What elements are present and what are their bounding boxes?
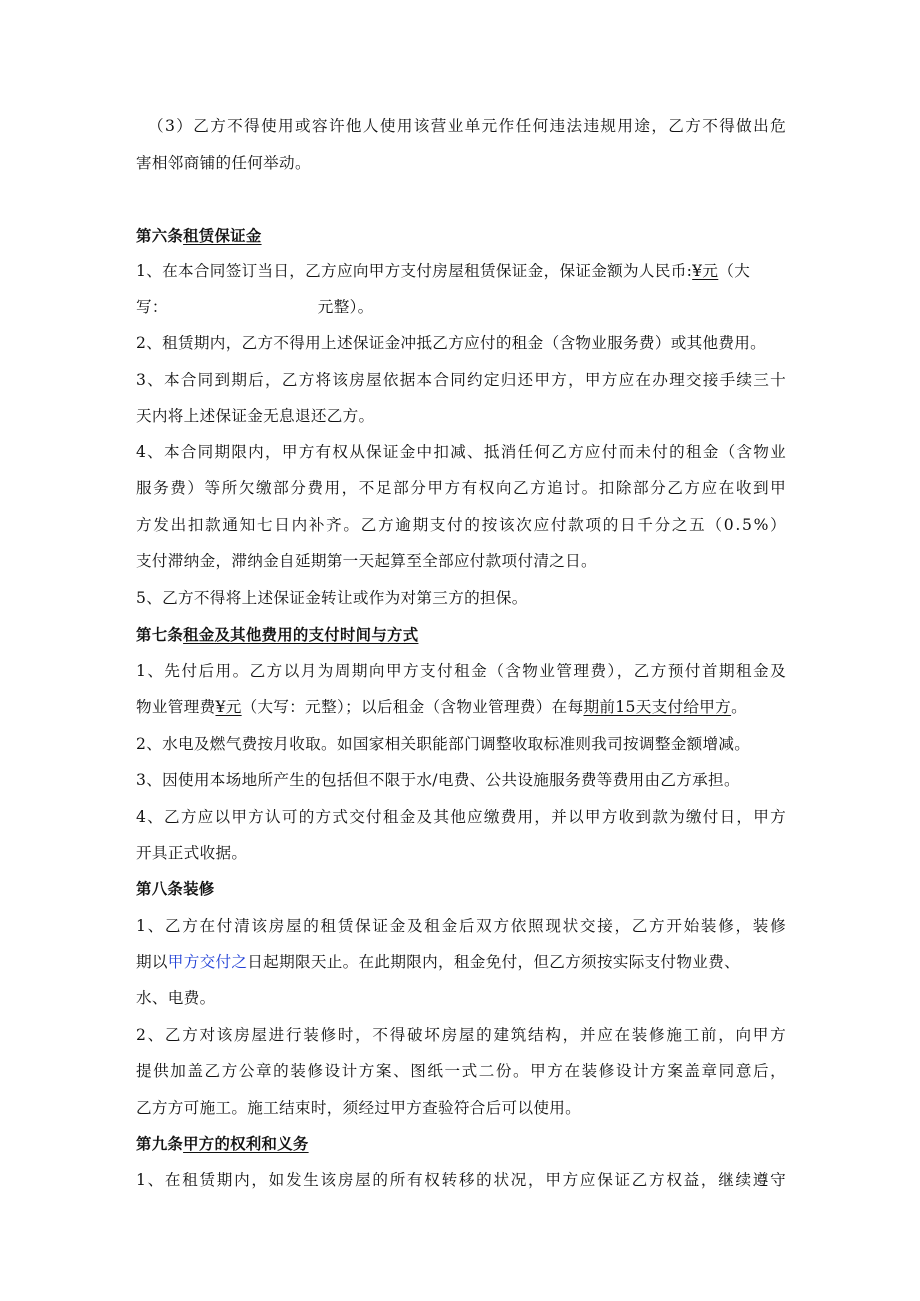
clause5-item3-line2: 害相邻商铺的任何举动。 bbox=[136, 154, 311, 172]
article9-heading-prefix: 第九条 bbox=[136, 1135, 184, 1153]
article7-item1-middle: （大写：元整）；以后租金（含物业管理费）在每 bbox=[241, 698, 584, 716]
article6-item5: 5、乙方不得将上述保证金转让或作为对第三方的担保。 bbox=[136, 589, 528, 607]
article8-item1-qiyi: 期以 bbox=[136, 953, 168, 971]
article9-heading bbox=[136, 1133, 309, 1155]
article9-item1-line1 bbox=[136, 1169, 786, 1191]
article7-heading-title: 租金及其他费用的支付时间与方式 bbox=[183, 626, 419, 644]
article7-item2: 2、水电及燃气费按月收取。如国家相关职能部门调整收取标准则我司按调整金额增减。 bbox=[136, 735, 751, 753]
article6-item4-line3 bbox=[136, 514, 786, 536]
article7-heading bbox=[136, 624, 418, 646]
article8-item1-text1: 1、乙方在付清该房屋的租赁保证金及租金后双方依照现状交接，乙方开始装修，装修 bbox=[136, 917, 788, 935]
article8-item2-line3: 乙方方可施工。施工结束时，须经过甲方查验符合后可以使用。 bbox=[136, 1099, 582, 1117]
article6-heading-title: 租赁保证金 bbox=[183, 227, 262, 245]
article8-item2-line1 bbox=[136, 1024, 786, 1046]
clause5-item3-text1: （3）乙方不得使用或容许他人使用该营业单元作任何违法违规用途，乙方不得做出危 bbox=[148, 117, 788, 135]
article6-item1-line2 bbox=[136, 296, 374, 318]
article8-item1-line3: 水、电费。 bbox=[136, 989, 216, 1007]
article7-item1-line1 bbox=[136, 660, 786, 682]
article6-item1-xie: 写： bbox=[136, 298, 168, 316]
article8-item2-text1: 2、乙方对该房屋进行装修时，不得破坏房屋的建筑结构，并应在装修施工前，向甲方 bbox=[136, 1026, 788, 1044]
article7-item1-text1: 1、先付后用。乙方以月为周期向甲方支付租金（含物业管理费），乙方预付首期租金及 bbox=[136, 662, 788, 680]
clause5-item3-line1 bbox=[148, 115, 786, 137]
article6-item1-amount: ¥元 bbox=[692, 262, 719, 280]
article8-item1-line1 bbox=[136, 915, 786, 937]
article6-item4-line2 bbox=[136, 477, 786, 499]
article6-heading bbox=[136, 225, 262, 247]
article6-item4-text2: 服务费）等所欠缴部分费用，不足部分甲方有权向乙方追讨。扣除部分乙方应在收到甲 bbox=[136, 479, 788, 497]
article7-item4-text1: 4、乙方应以甲方认可的方式交付租金及其他应缴费用，并以甲方收到款为缴付日，甲方 bbox=[136, 808, 787, 826]
article7-item1-end: 。 bbox=[731, 698, 747, 716]
article8-heading: 第八条装修 bbox=[136, 880, 215, 898]
article6-item3-line2: 天内将上述保证金无息退还乙方。 bbox=[136, 407, 375, 425]
article8-item2-line2 bbox=[136, 1060, 786, 1082]
article6-item1-daxie: （大 bbox=[718, 262, 751, 280]
article8-item2-text2: 提供加盖乙方公章的装修设计方案、图纸一式二份。甲方在装修设计方案盖章同意后， bbox=[136, 1062, 788, 1080]
article7-item1-due: 期前15天支付给甲方 bbox=[583, 698, 732, 716]
article7-item4-line1 bbox=[136, 806, 786, 828]
article9-heading-title: 甲方的权利和义务 bbox=[183, 1135, 309, 1153]
article6-item4-line1 bbox=[136, 441, 786, 463]
article7-item1-fee: 物业管理费 bbox=[136, 698, 216, 716]
article6-item2: 2、租赁期内，乙方不得用上述保证金冲抵乙方应付的租金（含物业服务费）或其他费用。 bbox=[136, 334, 767, 352]
article6-item4-text1: 4、本合同期限内，甲方有权从保证金中扣减、抵消任何乙方应付而未付的租金（含物业 bbox=[136, 443, 787, 461]
article6-heading-prefix: 第六条 bbox=[136, 227, 184, 245]
article7-item3: 3、因使用本场地所产生的包括但不限于水/电费、公共设施服务费等费用由乙方承担。 bbox=[136, 771, 740, 789]
article6-item3-line1 bbox=[136, 369, 786, 391]
article7-item4-line2: 开具正式收据。 bbox=[136, 844, 248, 862]
article8-item1-rest: 日起期限天止。在此期限内，租金免付，但乙方须按实际支付物业费、 bbox=[247, 953, 740, 971]
article8-item1-highlight: 甲方交付之 bbox=[167, 953, 248, 971]
article8-item1-line2 bbox=[136, 951, 740, 973]
article7-item1-line2 bbox=[136, 696, 747, 718]
article6-item4-text3: 方发出扣款通知七日内补齐。乙方逾期支付的按该次应付款项的日千分之五（0.5%） bbox=[136, 516, 788, 534]
article7-heading-prefix: 第七条 bbox=[136, 626, 184, 644]
article6-item1-yuanzheng: 元整）。 bbox=[317, 298, 374, 316]
article7-item1-amount: ¥元 bbox=[215, 698, 242, 716]
article9-item1-text1: 1、在租赁期内，如发生该房屋的所有权转移的状况，甲方应保证乙方权益，继续遵守 bbox=[136, 1171, 788, 1189]
article6-item1-text: 1、在本合同签订当日，乙方应向甲方支付房屋租赁保证金，保证金额为人民币: bbox=[136, 262, 693, 280]
article6-item3-text1: 3、本合同到期后，乙方将该房屋依据本合同约定归还甲方，甲方应在办理交接手续三十 bbox=[136, 371, 787, 389]
article6-item4-line4: 支付滞纳金，滞纳金自延期第一天起算至全部应付款项付清之日。 bbox=[136, 552, 597, 570]
article6-item1-line1 bbox=[136, 260, 750, 282]
